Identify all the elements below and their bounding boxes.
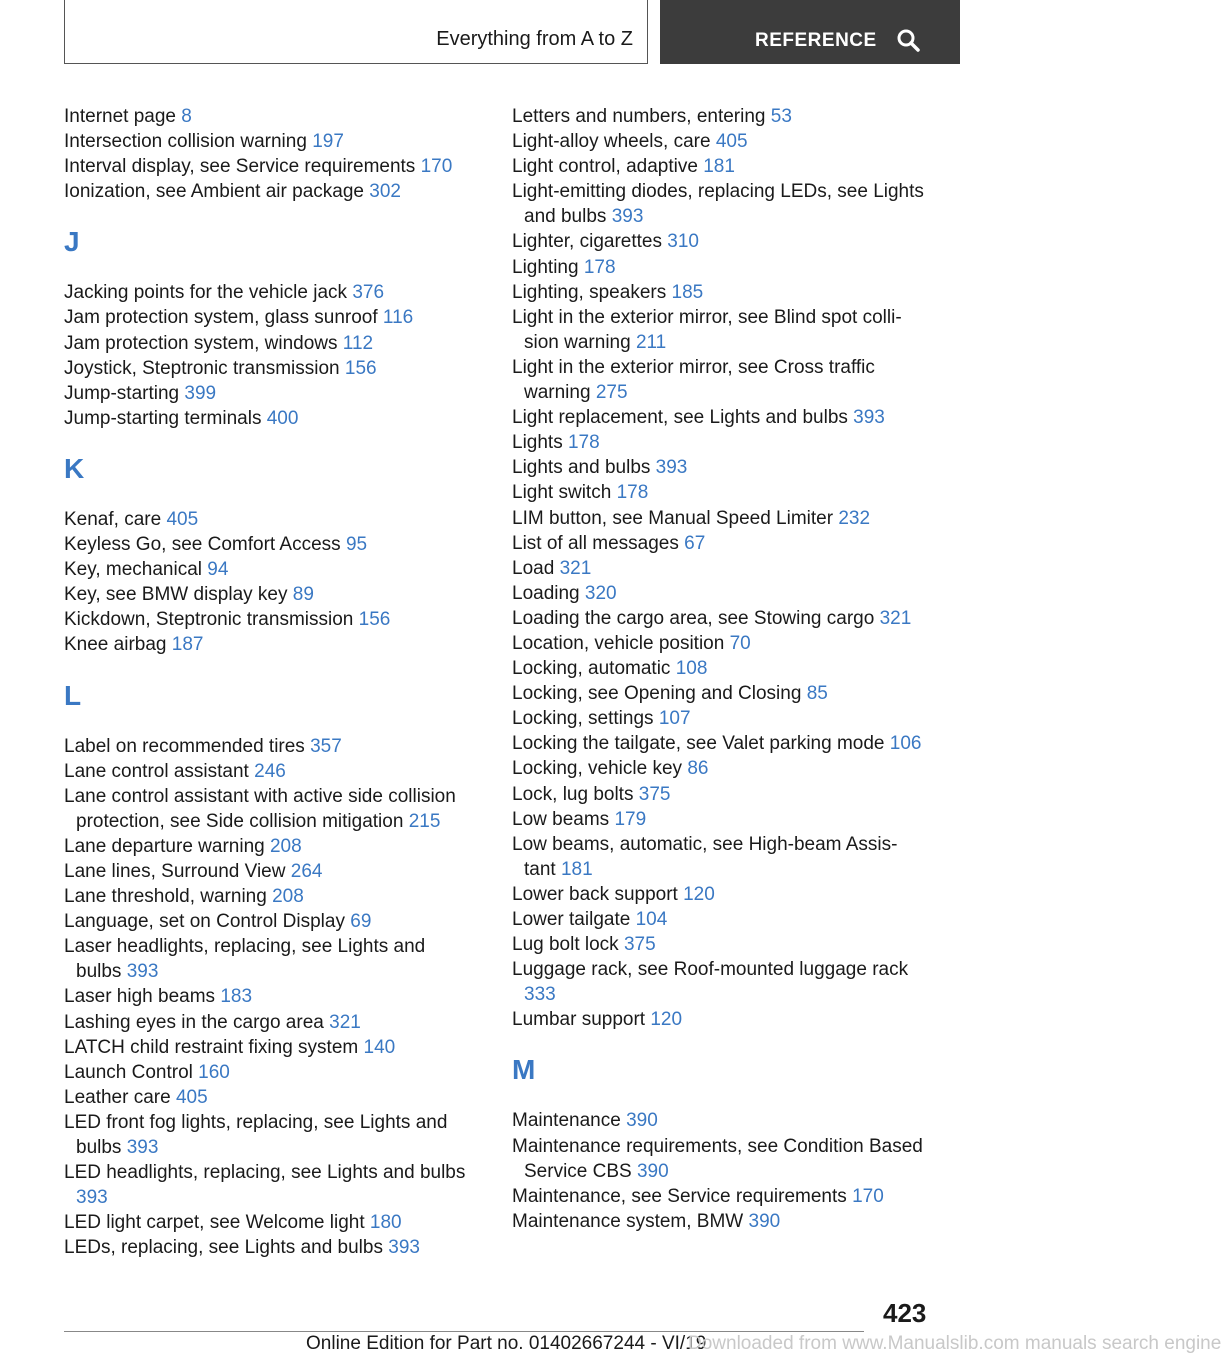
index-entry-text: Load: [512, 557, 555, 579]
index-entry: [64, 934, 474, 984]
index-entry: [512, 355, 932, 405]
index-entry: [64, 607, 474, 632]
index-page-link[interactable]: 232: [838, 507, 871, 529]
index-page-link[interactable]: 107: [658, 708, 691, 730]
index-entry: [64, 1160, 474, 1210]
index-entry: [512, 154, 932, 179]
index-entry-text: Knee airbag: [64, 634, 167, 656]
index-entry-text: Light in the exterior mirror, see Cross traffic warning: [512, 356, 875, 404]
index-entry: [512, 932, 932, 957]
index-entry-text: Luggage rack, see Roof-mounted luggage rack: [512, 959, 909, 981]
index-entry-text: Kickdown, Steptronic transmission: [64, 609, 354, 631]
index-column-right: [512, 104, 932, 1234]
index-page-link[interactable]: 405: [715, 131, 748, 153]
index-entry: [512, 1134, 932, 1184]
index-page-link[interactable]: 393: [126, 961, 159, 983]
index-entry: [64, 406, 474, 431]
index-entry-text: Joystick, Steptronic transmission: [64, 357, 340, 379]
index-page-link[interactable]: 393: [655, 457, 688, 479]
index-page-link[interactable]: 375: [623, 934, 656, 956]
index-page-link[interactable]: 275: [595, 382, 628, 404]
index-entry-text: Maintenance: [512, 1110, 621, 1132]
index-page-link[interactable]: 120: [683, 883, 715, 905]
index-page-link[interactable]: 246: [254, 760, 286, 782]
index-page-link[interactable]: 393: [126, 1137, 159, 1158]
index-entry: [512, 782, 932, 807]
index-entry: [64, 104, 474, 129]
index-entry-text: LEDs, replacing, see Lights and bulbs: [64, 1237, 383, 1259]
header-chapter-tab[interactable]: [660, 0, 960, 64]
index-section-letter: L: [64, 679, 82, 711]
index-page-link[interactable]: 405: [166, 508, 199, 530]
index-entry-text: Lighting, speakers: [512, 281, 667, 303]
index-entry-text: Light-emitting diodes, replacing LEDs, see Lights and bulbs: [512, 181, 924, 228]
index-page-link[interactable]: 170: [852, 1185, 884, 1207]
index-entry: [64, 984, 474, 1009]
index-entry-text: LIM button, see Manual Speed Limiter: [512, 507, 834, 529]
index-page-link[interactable]: 187: [171, 634, 204, 656]
index-page-link[interactable]: 179: [614, 808, 647, 830]
index-entry-text: Light control, adaptive: [512, 156, 698, 178]
index-entry-text: Locking, see Opening and Closing: [512, 683, 802, 705]
index-entry-text: Loading: [512, 582, 580, 604]
index-page-link[interactable]: 393: [853, 407, 885, 429]
index-entry-text: Lane lines, Surround View: [64, 860, 286, 882]
index-entry: [64, 179, 474, 204]
index-entry: [64, 759, 474, 784]
index-entry: [64, 331, 474, 356]
index-page-link[interactable]: 321: [329, 1011, 361, 1033]
footer-divider: [64, 1331, 864, 1332]
index-entry-text: Lane control assistant: [64, 760, 249, 782]
index-page-link[interactable]: 178: [616, 482, 649, 504]
index-page-link[interactable]: 53: [770, 106, 792, 127]
index-page-link[interactable]: 156: [344, 357, 377, 379]
index-entry-text: Jacking points for the vehicle jack: [64, 282, 348, 304]
index-entry: [64, 884, 474, 909]
index-entry: [64, 582, 474, 607]
index-entry-text: Locking, automatic: [512, 658, 671, 680]
index-entry: [512, 1108, 932, 1133]
index-entry-text: Internet page: [64, 106, 176, 127]
index-entry-text: Key, mechanical: [64, 559, 202, 581]
index-page-link[interactable]: 393: [388, 1237, 420, 1259]
index-entry-text: List of all messages: [512, 532, 679, 554]
index-entry: [512, 631, 932, 656]
index-entry-text: Lumbar support: [512, 1009, 646, 1031]
index-entry-text: Key, see BMW display key: [64, 584, 288, 606]
index-entry: [64, 1235, 474, 1260]
index-entry: [512, 305, 932, 355]
index-entry-text: Lane threshold, warning: [64, 886, 267, 908]
index-entry-text: Lane control assistant with active side collision protection, see Side collision mitigation: [64, 785, 456, 832]
index-entry-text: LATCH child restraint fixing system: [64, 1036, 359, 1058]
index-entry: [64, 859, 474, 884]
index-entry: [64, 734, 474, 759]
index-section-letter: J: [64, 226, 80, 258]
index-entry-text: Light in the exterior mirror, see Blind spot colli‐ sion warning: [512, 306, 902, 353]
index-page-link[interactable]: 120: [650, 1009, 683, 1031]
index-page-link[interactable]: 181: [560, 858, 593, 880]
index-page-link[interactable]: 89: [292, 584, 314, 606]
index-entry: [512, 807, 932, 832]
index-section-letter: K: [64, 452, 85, 484]
index-page-link[interactable]: 160: [198, 1061, 230, 1083]
index-entry: [512, 882, 932, 907]
index-entry-text: Launch Control: [64, 1061, 193, 1083]
index-page-link[interactable]: 85: [806, 683, 828, 705]
index-entry: [64, 1035, 474, 1060]
footer-edition: Online Edition for Part no. 01402667244 - VI/19: [306, 1333, 707, 1354]
index-page-link[interactable]: 112: [342, 332, 374, 354]
index-entry: [512, 480, 932, 505]
index-entry-text: Jump-starting terminals: [64, 407, 262, 429]
index-page-link[interactable]: 375: [638, 783, 671, 805]
index-page-link[interactable]: 390: [626, 1110, 658, 1132]
index-entry-text: Locking, vehicle key: [512, 758, 683, 780]
index-entry-text: Jam protection system, windows: [64, 332, 338, 354]
index-entry-text: Light switch: [512, 482, 612, 504]
index-page-link[interactable]: 400: [266, 407, 299, 429]
index-entry-text: Lighter, cigarettes: [512, 231, 662, 253]
index-entry: [512, 832, 932, 882]
index-entry: [512, 681, 932, 706]
index-page-link[interactable]: 116: [382, 307, 414, 329]
index-entry-text: Lights and bulbs: [512, 457, 651, 479]
index-page-link[interactable]: 108: [675, 658, 708, 680]
search-icon[interactable]: [896, 28, 920, 57]
index-entry-text: Leather care: [64, 1086, 171, 1108]
index-entry-text: Maintenance requirements, see Condition Based Service CBS: [512, 1135, 923, 1182]
index-page-link[interactable]: 185: [671, 281, 704, 303]
index-entry-text: Lights: [512, 432, 563, 454]
header-section-box: [64, 0, 648, 64]
index-entry-text: LED light carpet, see Welcome light: [64, 1212, 365, 1234]
index-entry: [512, 756, 932, 781]
index-page-link[interactable]: 8: [181, 106, 192, 127]
index-entry-text: Jam protection system, glass sunroof: [64, 307, 378, 329]
index-page-link[interactable]: 390: [748, 1210, 781, 1232]
chapter-label: REFERENCE: [755, 30, 877, 51]
index-entry: [512, 581, 932, 606]
index-entry-text: Maintenance system, BMW: [512, 1210, 744, 1232]
index-entry-text: Lower tailgate: [512, 909, 631, 930]
index-entry-text: Maintenance, see Service requirements: [512, 1185, 847, 1207]
index-page-link[interactable]: 321: [879, 607, 912, 629]
index-entry: [512, 104, 932, 129]
index-entry: [64, 1085, 474, 1110]
index-entry: [64, 1010, 474, 1035]
index-entry: [64, 381, 474, 406]
index-entry-text: Lower back support: [512, 883, 678, 905]
index-page-link[interactable]: 390: [636, 1160, 669, 1182]
index-page-link[interactable]: 208: [269, 835, 302, 857]
index-entry: [512, 280, 932, 305]
index-entry: [512, 405, 932, 430]
index-entry: [64, 154, 474, 179]
index-page-link[interactable]: 181: [703, 156, 735, 178]
index-entry-text: Intersection collision warning: [64, 131, 307, 153]
index-entry: [512, 957, 932, 1007]
index-entry: [512, 129, 932, 154]
index-page-link[interactable]: 86: [687, 758, 709, 780]
index-entry-text: Kenaf, care: [64, 508, 162, 530]
index-entry: [512, 1184, 932, 1209]
index-entry: [64, 129, 474, 154]
index-section-letter: M: [512, 1054, 536, 1086]
index-page-link[interactable]: 95: [345, 534, 368, 556]
index-entry: [64, 305, 474, 330]
index-page-link[interactable]: 320: [584, 582, 617, 604]
index-entry-text: Light-alloy wheels, care: [512, 131, 711, 153]
index-entry: [512, 1209, 932, 1234]
index-page-link[interactable]: 180: [369, 1212, 402, 1234]
index-entry: [512, 556, 932, 581]
index-entry: [512, 531, 932, 556]
index-page-link[interactable]: 69: [350, 911, 372, 933]
index-page-link[interactable]: 94: [207, 559, 229, 581]
index-page-link[interactable]: 393: [76, 1187, 108, 1209]
index-page-link[interactable]: 393: [611, 206, 644, 228]
index-entry-text: Loading the cargo area, see Stowing cargo: [512, 607, 875, 629]
index-entry: [64, 1060, 474, 1085]
index-entry: [512, 255, 932, 280]
index-entry-text: Lane departure warning: [64, 835, 265, 857]
index-entry: [512, 506, 932, 531]
index-entry-text: Label on recommended tires: [64, 735, 305, 757]
index-entry: [512, 606, 932, 631]
index-entry: [64, 557, 474, 582]
index-entry: [64, 356, 474, 381]
index-entry: [512, 706, 932, 731]
index-page-link[interactable]: 178: [567, 432, 600, 454]
index-page-link[interactable]: 310: [667, 231, 699, 253]
index-entry-text: Lighting: [512, 256, 579, 278]
index-entry: [64, 280, 474, 305]
index-entry: [512, 430, 932, 455]
index-entry: [64, 532, 474, 557]
index-page-link[interactable]: 106: [889, 733, 922, 755]
index-page-link[interactable]: 67: [684, 532, 706, 554]
index-entry-text: LED headlights, replacing, see Lights and bulbs: [64, 1162, 466, 1184]
index-entry: [512, 907, 932, 932]
index-entry-text: Locking, settings: [512, 708, 654, 730]
index-entry: [512, 731, 932, 756]
index-page-link[interactable]: 405: [175, 1086, 208, 1108]
index-entry-text: Low beams: [512, 808, 610, 830]
index-page-link[interactable]: 211: [635, 331, 667, 353]
index-page-link[interactable]: 183: [220, 986, 253, 1008]
index-page-link[interactable]: 264: [290, 860, 323, 882]
index-entry-text: Interval display, see Service requirements: [64, 156, 416, 178]
index-entry: [512, 455, 932, 480]
index-page-link[interactable]: 70: [729, 632, 751, 654]
index-page-link[interactable]: 321: [559, 557, 592, 579]
index-page-link[interactable]: 178: [583, 256, 616, 278]
index-entry: [64, 784, 474, 834]
index-entry-text: Ionization, see Ambient air package: [64, 181, 364, 203]
index-entry: [64, 632, 474, 657]
index-entry: [64, 1110, 474, 1160]
index-page-link[interactable]: 376: [352, 282, 385, 304]
index-entry-text: Lug bolt lock: [512, 934, 619, 956]
index-entry-text: Language, set on Control Display: [64, 911, 345, 933]
index-entry: [64, 1210, 474, 1235]
index-page-link[interactable]: 333: [524, 984, 556, 1006]
page-number: 423: [883, 1298, 927, 1328]
index-entry: [512, 179, 932, 229]
index-entry-text: Letters and numbers, entering: [512, 106, 766, 127]
index-page-link[interactable]: 170: [420, 156, 453, 178]
index-entry-text: Lashing eyes in the cargo area: [64, 1011, 324, 1033]
index-entry: [64, 834, 474, 859]
index-page-link[interactable]: 156: [358, 609, 391, 631]
index-entry: [512, 1007, 932, 1032]
index-entry-text: Laser high beams: [64, 986, 216, 1008]
index-page-link[interactable]: 140: [363, 1036, 396, 1058]
index-page-link[interactable]: 197: [312, 131, 344, 153]
index-page-link[interactable]: 104: [635, 909, 668, 930]
index-entry-text: Jump-starting: [64, 382, 180, 404]
index-entry-text: Keyless Go, see Comfort Access: [64, 534, 341, 556]
index-entry-text: Low beams, automatic, see High-beam Assis‐ tant: [512, 833, 898, 880]
index-page-link[interactable]: 357: [310, 735, 342, 757]
index-entry-text: Locking the tailgate, see Valet parking mode: [512, 733, 885, 755]
section-title: Everything from A to Z: [436, 28, 633, 50]
index-entry-text: Lock, lug bolts: [512, 783, 634, 805]
index-column-left: [64, 104, 474, 1260]
index-entry: [512, 656, 932, 681]
index-page-link[interactable]: 208: [272, 886, 304, 908]
index-entry: [64, 507, 474, 532]
index-entry: [64, 909, 474, 934]
index-entry-text: LED front fog lights, replacing, see Lights and bulbs: [64, 1111, 448, 1158]
index-page-link[interactable]: 302: [369, 181, 401, 203]
index-entry-text: Laser headlights, replacing, see Lights and bulbs: [64, 936, 426, 983]
index-page-link[interactable]: 399: [184, 382, 217, 404]
index-entry: [512, 229, 932, 254]
index-entry-text: Light replacement, see Lights and bulbs: [512, 407, 848, 429]
index-page-link[interactable]: 215: [408, 810, 441, 832]
index-entry-text: Location, vehicle position: [512, 632, 725, 654]
footer-watermark: Downloaded from www.Manualslib.com manuals search engine: [688, 1333, 1221, 1354]
